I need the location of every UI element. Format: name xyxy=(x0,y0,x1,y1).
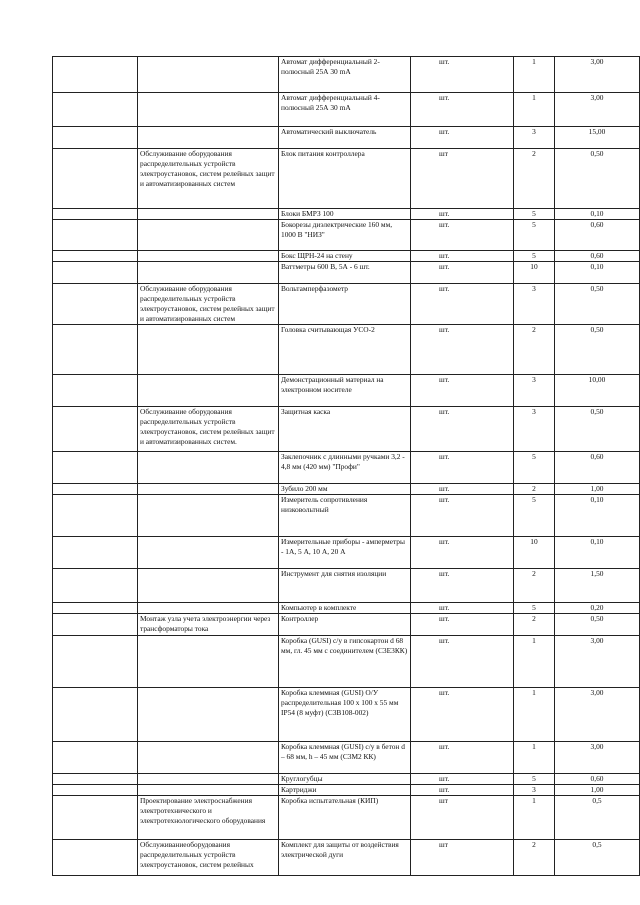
table-row xyxy=(53,796,640,840)
index-cell xyxy=(53,284,138,325)
index-cell xyxy=(53,262,138,284)
quantity-cell: 1 xyxy=(514,742,555,774)
price-cell: 10,00 xyxy=(555,375,640,407)
service-cell xyxy=(138,251,279,262)
quantity-cell: 10 xyxy=(514,537,555,569)
item-cell: Комплект для защиты от воздействия электрической дуги xyxy=(279,840,411,876)
price-cell: 3,00 xyxy=(555,688,640,742)
item-cell: Коробка клеммная (GUSI) О/У распределительная 100 х 100 х 55 мм IP54 (8 муфт) (С3В108-002) xyxy=(279,688,411,742)
unit-cell: шт. xyxy=(411,209,514,220)
unit-cell: шт. xyxy=(411,284,514,325)
index-cell xyxy=(53,127,138,149)
price-cell: 3,00 xyxy=(555,636,640,688)
quantity-cell: 5 xyxy=(514,209,555,220)
unit-cell: шт. xyxy=(411,614,514,636)
table-body xyxy=(53,57,640,876)
table-row xyxy=(53,251,640,262)
item-cell: Измерительные приборы - амперметры - 1А, 5 А, 10 А, 20 А xyxy=(279,537,411,569)
item-cell: Демонстрационный материал на электронном носителе xyxy=(279,375,411,407)
service-cell: Обслуживание оборудования распределительных устройств электроустановок, систем релейных защит и автоматизированных систем xyxy=(138,149,279,209)
table-row xyxy=(53,785,640,796)
service-cell xyxy=(138,209,279,220)
service-cell xyxy=(138,495,279,537)
unit-cell: шт. xyxy=(411,636,514,688)
item-cell: Бокс ЩРН-24 на стену xyxy=(279,251,411,262)
price-cell: 0,50 xyxy=(555,614,640,636)
index-cell xyxy=(53,484,138,495)
quantity-cell: 1 xyxy=(514,688,555,742)
service-cell xyxy=(138,603,279,614)
price-cell: 3,00 xyxy=(555,93,640,127)
quantity-cell: 3 xyxy=(514,375,555,407)
index-cell xyxy=(53,93,138,127)
quantity-cell: 2 xyxy=(514,325,555,375)
unit-cell: шт. xyxy=(411,774,514,785)
service-cell xyxy=(138,785,279,796)
index-cell xyxy=(53,785,138,796)
price-cell: 15,00 xyxy=(555,127,640,149)
quantity-cell: 2 xyxy=(514,840,555,876)
unit-cell: шт. xyxy=(411,785,514,796)
item-cell: Компьютер в комплекте xyxy=(279,603,411,614)
table-row xyxy=(53,614,640,636)
unit-cell: шт xyxy=(411,796,514,840)
quantity-cell: 10 xyxy=(514,262,555,284)
index-cell xyxy=(53,495,138,537)
unit-cell: шт. xyxy=(411,603,514,614)
price-cell: 0,10 xyxy=(555,209,640,220)
service-cell xyxy=(138,452,279,484)
table-row xyxy=(53,127,640,149)
index-cell xyxy=(53,149,138,209)
unit-cell: шт. xyxy=(411,407,514,452)
unit-cell: шт. xyxy=(411,569,514,603)
table-row xyxy=(53,209,640,220)
item-cell: Головка считывающая УСО-2 xyxy=(279,325,411,375)
price-cell: 0,50 xyxy=(555,325,640,375)
document-page xyxy=(52,56,606,876)
quantity-cell: 1 xyxy=(514,93,555,127)
service-cell xyxy=(138,220,279,251)
index-cell xyxy=(53,57,138,93)
index-cell xyxy=(53,220,138,251)
price-cell: 0,10 xyxy=(555,262,640,284)
table-row xyxy=(53,688,640,742)
table-row xyxy=(53,636,640,688)
service-cell xyxy=(138,688,279,742)
table-row xyxy=(53,220,640,251)
item-cell: Коробка (GUSI) с/у в гипсокартон d 68 мм, гл. 45 мм с соединителем (С3Е3КК) xyxy=(279,636,411,688)
quantity-cell: 2 xyxy=(514,569,555,603)
table-row xyxy=(53,495,640,537)
price-cell: 0,10 xyxy=(555,495,640,537)
item-cell: Инструмент для снятия изоляции xyxy=(279,569,411,603)
quantity-cell: 2 xyxy=(514,614,555,636)
service-cell xyxy=(138,57,279,93)
index-cell xyxy=(53,251,138,262)
index-cell xyxy=(53,614,138,636)
unit-cell: шт. xyxy=(411,325,514,375)
table-row xyxy=(53,375,640,407)
table-row xyxy=(53,284,640,325)
price-cell: 1,00 xyxy=(555,484,640,495)
table-row xyxy=(53,452,640,484)
service-cell xyxy=(138,93,279,127)
table-row xyxy=(53,484,640,495)
item-cell: Зубило 200 мм xyxy=(279,484,411,495)
item-cell: Заклепочник с длинными ручками 3,2 - 4,8 мм (420 мм) "Профи" xyxy=(279,452,411,484)
service-cell xyxy=(138,569,279,603)
table-row xyxy=(53,569,640,603)
quantity-cell: 5 xyxy=(514,603,555,614)
table-row xyxy=(53,57,640,93)
unit-cell: шт. xyxy=(411,688,514,742)
price-cell: 0,60 xyxy=(555,220,640,251)
service-cell xyxy=(138,127,279,149)
quantity-cell: 2 xyxy=(514,149,555,209)
index-cell xyxy=(53,407,138,452)
unit-cell: шт. xyxy=(411,742,514,774)
service-cell xyxy=(138,262,279,284)
table-row xyxy=(53,325,640,375)
item-cell: Автомат дифференциальный 2-полюсный 25А 30 mA xyxy=(279,57,411,93)
service-cell: Монтаж узла учета электроэнергии через трансформаторы тока xyxy=(138,614,279,636)
unit-cell: шт. xyxy=(411,127,514,149)
quantity-cell: 3 xyxy=(514,127,555,149)
index-cell xyxy=(53,742,138,774)
table-row xyxy=(53,774,640,785)
table-row xyxy=(53,262,640,284)
quantity-cell: 1 xyxy=(514,636,555,688)
price-cell: 1,50 xyxy=(555,569,640,603)
price-cell: 0,60 xyxy=(555,251,640,262)
index-cell xyxy=(53,569,138,603)
unit-cell: шт. xyxy=(411,495,514,537)
price-cell: 0,50 xyxy=(555,407,640,452)
price-cell: 0,50 xyxy=(555,149,640,209)
quantity-cell: 3 xyxy=(514,785,555,796)
service-cell: Обслуживание оборудования распределительных устройств электроустановок, систем релейных защит и автоматизированных систем. xyxy=(138,407,279,452)
quantity-cell: 1 xyxy=(514,796,555,840)
quantity-cell: 1 xyxy=(514,57,555,93)
service-cell: Обслуживание оборудования распределительных устройств электроустановок, систем релейных защит и автоматизированных систем xyxy=(138,284,279,325)
index-cell xyxy=(53,452,138,484)
item-cell: Автомат дифференциальный 4-полюсный 25А 30 mA xyxy=(279,93,411,127)
table-row xyxy=(53,840,640,876)
service-cell xyxy=(138,325,279,375)
price-cell: 0,10 xyxy=(555,537,640,569)
index-cell xyxy=(53,796,138,840)
unit-cell: шт. xyxy=(411,220,514,251)
table-row xyxy=(53,149,640,209)
index-cell xyxy=(53,375,138,407)
item-cell: Автоматический выключатель xyxy=(279,127,411,149)
unit-cell: шт xyxy=(411,149,514,209)
service-cell xyxy=(138,375,279,407)
table-row xyxy=(53,742,640,774)
item-cell: Измеритель сопротивления низковольтный xyxy=(279,495,411,537)
item-cell: Бокорезы диэлектрические 160 мм, 1000 В "НИЗ" xyxy=(279,220,411,251)
price-cell: 3,00 xyxy=(555,742,640,774)
quantity-cell: 5 xyxy=(514,220,555,251)
unit-cell: шт. xyxy=(411,537,514,569)
service-cell xyxy=(138,537,279,569)
price-cell: 0,60 xyxy=(555,452,640,484)
item-cell: Ваттметры 600 В, 5А - 6 шт. xyxy=(279,262,411,284)
item-cell: Круглогубцы xyxy=(279,774,411,785)
index-cell xyxy=(53,537,138,569)
table-row xyxy=(53,93,640,127)
unit-cell: шт. xyxy=(411,262,514,284)
table-row xyxy=(53,407,640,452)
index-cell xyxy=(53,325,138,375)
unit-cell: шт. xyxy=(411,452,514,484)
item-cell: Коробка клеммная (GUSI) с/у в бетон d – 68 мм, h – 45 мм (С3М2 КК) xyxy=(279,742,411,774)
item-cell: Защитная каска xyxy=(279,407,411,452)
item-cell: Коробка испытательная (КИП) xyxy=(279,796,411,840)
service-cell: Обслуживаниеоборудования распределительных устройств электроустановок, систем релейных xyxy=(138,840,279,876)
quantity-cell: 3 xyxy=(514,284,555,325)
table-row xyxy=(53,537,640,569)
equipment-table xyxy=(52,56,640,876)
quantity-cell: 5 xyxy=(514,251,555,262)
price-cell: 0,20 xyxy=(555,603,640,614)
price-cell: 0,60 xyxy=(555,774,640,785)
price-cell: 1,00 xyxy=(555,785,640,796)
quantity-cell: 5 xyxy=(514,452,555,484)
price-cell: 0,5 xyxy=(555,840,640,876)
unit-cell: шт. xyxy=(411,375,514,407)
price-cell: 0,5 xyxy=(555,796,640,840)
index-cell xyxy=(53,209,138,220)
quantity-cell: 5 xyxy=(514,495,555,537)
price-cell: 3,00 xyxy=(555,57,640,93)
service-cell xyxy=(138,774,279,785)
quantity-cell: 3 xyxy=(514,407,555,452)
index-cell xyxy=(53,840,138,876)
quantity-cell: 2 xyxy=(514,484,555,495)
service-cell: Проектирование электроснабжения электротехнического и электротехнологического оборудования xyxy=(138,796,279,840)
item-cell: Контроллер xyxy=(279,614,411,636)
item-cell: Блок питания контроллера xyxy=(279,149,411,209)
index-cell xyxy=(53,774,138,785)
unit-cell: шт. xyxy=(411,57,514,93)
table-row xyxy=(53,603,640,614)
service-cell xyxy=(138,636,279,688)
unit-cell: шт. xyxy=(411,251,514,262)
service-cell xyxy=(138,484,279,495)
index-cell xyxy=(53,636,138,688)
unit-cell: шт. xyxy=(411,484,514,495)
index-cell xyxy=(53,603,138,614)
item-cell: Картриджи xyxy=(279,785,411,796)
quantity-cell: 5 xyxy=(514,774,555,785)
item-cell: Блоки БМРЗ 100 xyxy=(279,209,411,220)
price-cell: 0,50 xyxy=(555,284,640,325)
item-cell: Вольтамперфазометр xyxy=(279,284,411,325)
index-cell xyxy=(53,688,138,742)
service-cell xyxy=(138,742,279,774)
unit-cell: шт xyxy=(411,840,514,876)
unit-cell: шт. xyxy=(411,93,514,127)
